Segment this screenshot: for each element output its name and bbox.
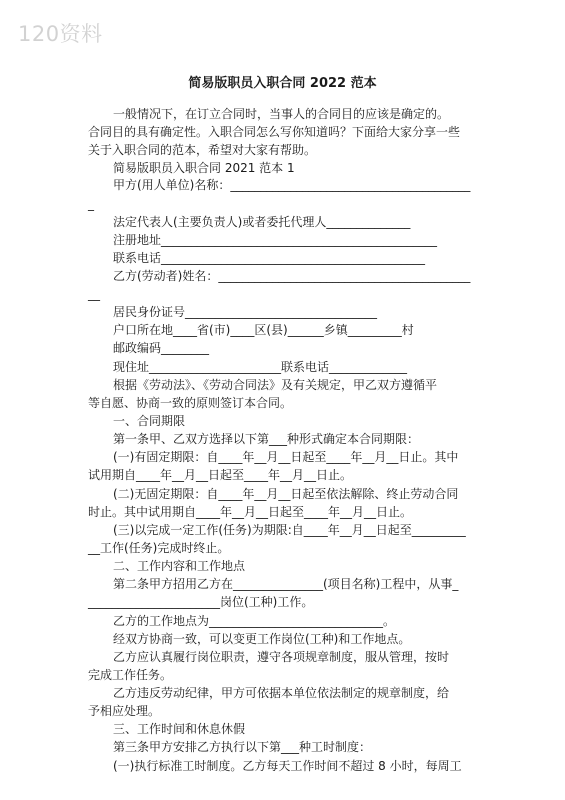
body-line: (二)无固定期限：自____年__月__日起至依法解除、终止劳动合同 — [113, 487, 459, 501]
body-line: (三)以完成一定工作(任务)为期限:自____年__月__日起至_________ — [113, 523, 466, 537]
body-line: 联系电话____________________________________________ — [113, 251, 426, 265]
body-line: __ — [88, 287, 100, 301]
body-line: 简易版职员入职合同 2021 范本 1 — [113, 161, 295, 175]
body-line: (一)执行标准工时制度。乙方每天工作时间不超过 8 小时，每周工 — [113, 759, 462, 773]
body-line: 户口所在地____省(市)____区(县)______乡镇_________村 — [113, 323, 414, 337]
body-line: 乙方应认真履行岗位职责，遵守各项规章制度，服从管理，按时 — [113, 650, 450, 664]
body-line: 居民身份证号________________________________ — [113, 305, 378, 319]
body-line: 邮政编码________ — [113, 341, 210, 355]
body-line: 第一条甲、乙双方选择以下第___种形式确定本合同期限： — [113, 432, 420, 446]
body-line: _ — [88, 197, 94, 211]
body-line: 时止。其中试用期自____年__月__日起至____年__月__日止。 — [88, 505, 413, 519]
document-title: 简易版职员入职合同 2022 范本 — [188, 76, 377, 91]
body-line: 乙方的工作地点为_____________________________。 — [113, 614, 396, 628]
body-line: 注册地址______________________________________________ — [113, 233, 438, 247]
watermark: 120资料 — [18, 22, 103, 46]
body-line: 等自愿、协商一致的原则签订本合同。 — [88, 396, 293, 410]
body-line: 法定代表人(主要负责人)或者委托代理人______________ — [113, 215, 411, 229]
body-line: (一)有固定期限：自____年__月__日起至____年__月__日止。其中 — [113, 450, 459, 464]
body-line: 关于入职合同的范本，希望对大家有帮助。 — [88, 143, 317, 157]
body-line: ______________________岗位(工种)工作。 — [88, 595, 314, 609]
body-line: 第三条甲方安排乙方执行以下第___种工时制度： — [113, 740, 372, 754]
body-line: 完成工作任务。 — [88, 668, 173, 682]
body-line: 乙方(劳动者)姓名：__________________________________________ — [113, 269, 471, 283]
body-line: 一般情况下，在订立合同时，当事人的合同目的应该是确定的。 — [113, 107, 450, 121]
body-line: 三、工作时间和休息休假 — [113, 722, 246, 736]
body-line: 乙方违反劳动纪律，甲方可依据本单位依法制定的规章制度，给 — [113, 686, 450, 700]
body-line: 甲方(用人单位)名称：________________________________________ — [113, 178, 471, 192]
body-line: 二、工作内容和工作地点 — [113, 559, 246, 573]
body-line: 现住址______________________联系电话_____________ — [113, 360, 408, 374]
body-line: 经双方协商一致，可以变更工作岗位(工种)和工作地点。 — [113, 632, 411, 646]
body-line: 第二条甲方招用乙方在_______________(项目名称)工程中，从事_ — [113, 577, 459, 591]
body-line: 合同目的具有确定性。入职合同怎么写你知道吗？下面给大家分享一些 — [88, 125, 461, 139]
body-line: 一、合同期限 — [113, 414, 186, 428]
body-line: 根据《劳动法》、《劳动合同法》及有关规定，甲乙双方遵循平 — [113, 378, 438, 392]
body-line: 试用期自____年__月__日起至____年__月__日止。 — [88, 468, 353, 482]
body-line: __工作(任务)完成时终止。 — [88, 541, 230, 555]
body-line: 予相应处理。 — [88, 704, 161, 718]
